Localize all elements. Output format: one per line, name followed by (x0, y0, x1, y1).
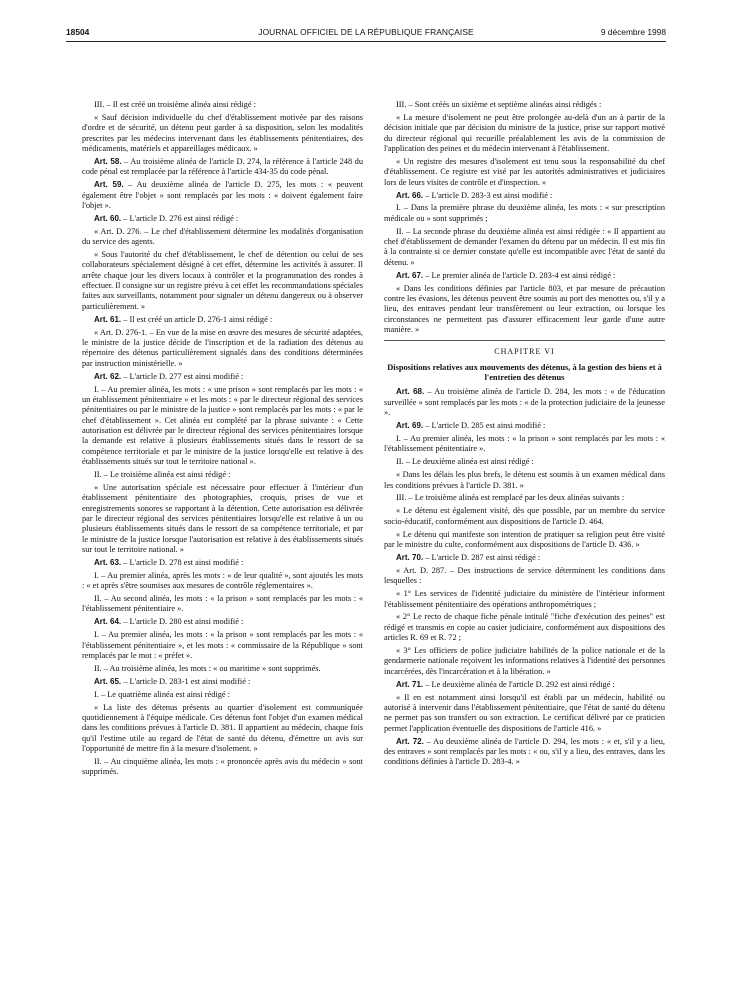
article-label: Art. 68. (396, 387, 425, 397)
section-divider (384, 340, 665, 341)
right-paragraph: « La mesure d'isolement ne peut être prolongée au-delà d'un an à partir de la décision initiale que par décision du ministre de la justice, prise sur rapport motivé du directeur régional qui recueille préalablement les avis de la commission de l'application des peines et du médecin intervenant à l'établissement. (384, 112, 665, 153)
article-text: – Le deuxième alinéa de l'article D. 292 est ainsi rédigé : (423, 679, 615, 689)
right-paragraph: « 1° Les services de l'identité judiciaire du ministère de l'intérieur informent l'établissement pénitentiaire des opérations anthropométriques ; (384, 589, 665, 609)
left-paragraph: I. – Au premier alinéa, après les mots : « de leur qualité », sont ajoutés les mots : « et après s'être soumises aux mesures de contrôle réglementaires ». (82, 570, 363, 591)
section-heading: Dispositions relatives aux mouvements des détenus, à la gestion des biens et à l'entretien des détenus (387, 362, 662, 383)
left-paragraph: « Art. D. 276. – Le chef d'établissement détermine les modalités d'organisation du service des agents. (82, 226, 363, 247)
right-paragraph: III. – Sont créés un sixième et septième alinéas ainsi rédigés : (396, 100, 602, 109)
right-paragraph: I. – Dans la première phrase du deuxième alinéa, les mots : « sur prescription médicale ou » sont supprimés ; (384, 203, 665, 223)
article-text: – Au deuxième alinéa de l'article D. 275, les mots : « peuvent également être l'objet » sont remplacés par les mots : « doivent également faire l'objet ». (82, 180, 364, 210)
left-paragraph: « Sous l'autorité du chef d'établissement, le chef de détention ou celui de ses collaborateurs spécialement désigné à cet effet, détermine les activités à assurer. Il arrête chaque jour les divers locaux à contrôler et la programmation des rondes à effectuer. Il consigne sur un registre prévu à cet effet les recommandations spéciales faites aux surveillants, notamment pour signaler un détenu dangereux ou à observer particulièrement. » (82, 250, 363, 311)
article-text: – Au deuxième alinéa de l'article D. 294, les mots : « et, s'il y a lieu, des entraves » sont remplacés par les mots : « ou, s'il y a lieu, des entraves, dans les conditions définies à l'article D. 283-4. » (384, 736, 665, 767)
right-paragraph: « Art. D. 287. – Des instructions de service déterminent les conditions dans lesquelles : (384, 565, 665, 586)
article-label: Art. 71. (396, 679, 424, 689)
article-label: Art. 65. (94, 676, 122, 686)
left-paragraph: « Une autorisation spéciale est nécessaire pour effectuer à l'intérieur d'un établissement pénitentiaire des photographies, croquis, prises de vue et enregistrements sonores se rapportant à la détention. Cette autorisation est délivrée par le directeur régional des services pénitentiaires lorsqu'elle est relative à un ou plusieurs établissements situés dans le ressort de sa compétence territoriale, et par le ministre de la justice lorsque l'autorisation est relative à des établissements situés sur tout le territoire national. » (82, 482, 363, 554)
article-text: – L'article D. 278 est ainsi modifié : (121, 557, 244, 567)
right-paragraph: « 3° Les officiers de police judiciaire habilités de la police nationale et de la gendarmerie nationale reçoivent les informations relatives à l'identité des personnes incarcérées, dès l'incarcération et à la libération. » (384, 646, 665, 676)
right-paragraph: « Le détenu qui manifeste son intention de pratiquer sa religion peut être visité par le ministre du culte, conformément aux dispositions de l'article D. 436. » (384, 529, 665, 550)
article-text: – L'article D. 277 est ainsi modifié : (121, 371, 244, 381)
right-paragraph: « Dans les délais les plus brefs, le détenu est soumis à un examen médical dans les conditions prévues à l'article D. 381. » (384, 470, 665, 490)
article-label: Art. 61. (94, 314, 122, 324)
right-column (384, 100, 665, 770)
left-paragraph: II. – Au troisième alinéa, les mots : « ou maritime » sont supprimés. (94, 663, 321, 673)
right-paragraph: II. – La seconde phrase du deuxième alinéa est ainsi rédigée : « Il appartient au chef d'établissement de demander l'examen du détenu par un médecin. Il est mis fin à la contrainte si ce dernier constate qu'elle est incompatible avec l'état de santé du détenu. » (384, 226, 665, 267)
right-paragraph: « Le détenu est également visité, dès que possible, par un membre du service socio-éducatif, conformément aux dispositions de l'article D. 464. (384, 506, 665, 526)
chapter-heading: CHAPITRE VI (494, 347, 555, 357)
right-article-paragraph (384, 737, 665, 768)
left-paragraph: II. – Le troisième alinéa est ainsi rédigé : (94, 469, 231, 479)
article-text: – Le premier alinéa de l'article D. 283-4 est ainsi rédigé : (423, 270, 616, 280)
article-label: Art. 58. (94, 156, 122, 166)
article-label: Art. 66. (396, 190, 424, 200)
page-header (66, 27, 666, 39)
publication-date: 9 décembre 1998 (600, 27, 666, 37)
article-text: – L'article D. 276 est ainsi rédigé : (121, 213, 239, 223)
article-text: – L'article D. 280 est ainsi modifié : (121, 617, 244, 627)
right-paragraph: « 2° Le recto de chaque fiche pénale intitulé "fiche d'exécution des peines" est rédigé et transmis en copie au casier judiciaire, conformément aux dispositions des articles R. 69 et R. 72 ; (384, 612, 665, 643)
article-text: – Au troisième alinéa de l'article D. 284, les mots : « de l'éducation surveillée » sont remplacés par les mots : « de la protection judiciaire de la jeunesse ». (384, 387, 665, 418)
left-article-paragraph (82, 214, 363, 224)
left-paragraph: « Art. D. 276-1. – En vue de la mise en œuvre des mesures de sécurité adaptées, le ministre de la justice décide de l'inscription et de la radiation des détenus au répertoire des détenus particulièrement signalés dans des conditions déterminées par instruction ministérielle. » (82, 327, 363, 368)
article-text: – L'article D. 287 est ainsi rédigé : (423, 552, 541, 562)
right-paragraph: « Dans les conditions définies par l'article 803, et par mesure de précaution contre les évasions, les détenus peuvent être soumis au port des menottes ou, s'il y a lieu, des entraves pendant leur transfèrement ou leur extraction, ou lorsque les circonstances ne permettent pas d'assurer efficacement leur garde d'une autre manière. » (384, 283, 665, 335)
left-paragraph: « La liste des détenus présents au quartier d'isolement est communiquée quotidiennement à l'équipe médicale. Ces détenus font l'objet d'un examen médical dans les conditions prévues à l'article D. 381. Il appartient au médecin, chaque fois qu'il l'estime utile au regard de l'état de santé du détenu, d'émettre un avis sur l'opportunité de mettre fin à la mesure d'isolement. » (82, 702, 363, 754)
right-article-paragraph (384, 680, 665, 690)
article-text: – Au troisième alinéa de l'article D. 274, la référence à l'article 248 du code pénal est remplacée par la référence à l'article 434-35 du code pénal. (82, 156, 363, 177)
left-paragraph: « Sauf décision individuelle du chef d'établissement motivée par des raisons d'ordre et de sécurité, un détenu peut garder à sa disposition, selon les modalités prescrites par les médecins intervenant dans les établissements pénitentiaires, des médicaments, matériels et appareillages médicaux. » (82, 112, 363, 153)
left-paragraph: I. – Le quatrième alinéa est ainsi rédigé : (94, 689, 230, 699)
right-paragraph: « Un registre des mesures d'isolement est tenu sous la responsabilité du chef d'établissement. Ce registre est visé par les autorités administratives et judiciaires lors de leurs visites de contrôle et d'inspection. » (384, 156, 665, 187)
right-paragraph: III. – Le troisième alinéa est remplacé par les deux alinéas suivants : (396, 493, 625, 503)
article-label: Art. 60. (94, 213, 122, 223)
article-text: – L'article D. 283-3 est ainsi modifié : (423, 190, 553, 200)
left-article-paragraph (82, 315, 363, 325)
article-label: Art. 69. (396, 421, 424, 431)
left-article-paragraph (82, 558, 363, 568)
article-label: Art. 67. (396, 270, 424, 280)
right-article-paragraph (384, 271, 665, 281)
left-paragraph: II. – Au cinquième alinéa, les mots : « prononcée après avis du médecin » sont supprimés. (82, 757, 363, 777)
article-label: Art. 62. (94, 371, 122, 381)
page-number: 18504 (66, 27, 90, 37)
article-label: Art. 70. (396, 552, 424, 562)
right-article-paragraph (384, 191, 665, 201)
right-article-paragraph (384, 421, 665, 431)
right-paragraph: « Il en est notamment ainsi lorsqu'il est établi par un médecin, habilité ou autorisé à intervenir dans l'établissement pénitentiaire, que l'état de santé du détenu ne permet pas son transfert ou son extraction. Le certificat délivré par ce praticien permet l'application éventuelle des dispositions de l'article 416. » (384, 692, 665, 733)
article-text: – L'article D. 285 est ainsi modifié : (423, 421, 546, 431)
left-paragraph: II. – Au second alinéa, les mots : « la prison » sont remplacés par les mots : « l'établissement pénitentiaire ». (82, 594, 363, 614)
article-label: Art. 64. (94, 617, 122, 627)
article-text: – L'article D. 283-1 est ainsi modifié : (121, 676, 251, 686)
header-rule (66, 41, 666, 42)
journal-title: JOURNAL OFFICIEL DE LA RÉPUBLIQUE FRANÇAISE (258, 27, 474, 37)
left-paragraph: I. – Au premier alinéa, les mots : « une prison » sont remplacés par les mots : « un établissement pénitentiaire » et les mots : « par le directeur régional des services pénitentiaires ou par le ministre de la justice » sont remplacés par les mots : « par le chef d'établissement ». Cet alinéa est complété par la phrase suivante : « Cette autorisation est délivrée par le directeur régional des services pénitentiaires lorsque la demande est relative à plusieurs établissements situés dans le ressort de sa compétence territoriale et par le ministre de la justice lorsqu'elle est relative à des établissements situés sur tout le territoire national ». (82, 384, 363, 466)
right-paragraph: II. – Le deuxième alinéa est ainsi rédigé : (396, 457, 534, 467)
article-label: Art. 63. (94, 557, 122, 567)
article-label: Art. 72. (396, 736, 424, 746)
left-article-paragraph (82, 677, 363, 687)
right-paragraph: I. – Au premier alinéa, les mots : « la prison » sont remplacés par les mots : « l'établissement pénitentiaire ». (384, 433, 665, 454)
left-article-paragraph (82, 180, 363, 211)
article-text: – Il est créé un article D. 276-1 ainsi rédigé : (121, 314, 273, 324)
left-article-paragraph (82, 617, 363, 627)
left-paragraph: I. – Au premier alinéa, les mots : « la prison » sont remplacés par les mots : « l'établissement pénitentiaire », et les mots : « commissaire de la République » sont remplacés par le mot : « préfet ». (82, 630, 363, 660)
right-article-paragraph (384, 387, 665, 418)
article-label: Art. 59. (94, 180, 124, 190)
left-paragraph: III. – Il est créé un troisième alinéa ainsi rédigé : (94, 100, 256, 109)
left-column (82, 100, 363, 780)
right-article-paragraph (384, 553, 665, 563)
left-article-paragraph (82, 372, 363, 382)
left-article-paragraph (82, 157, 363, 178)
